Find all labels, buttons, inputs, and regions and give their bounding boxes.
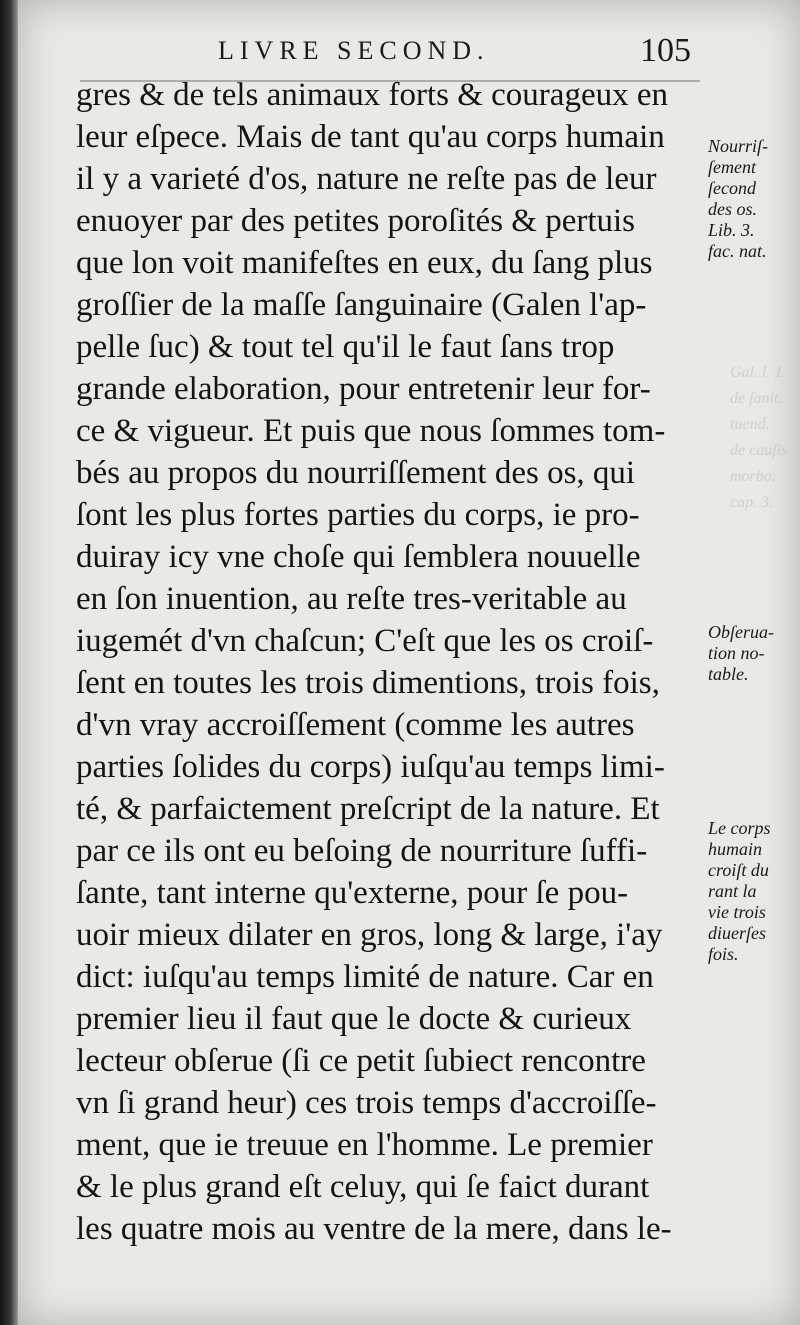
text-line: ſent en toutes les trois dimentions, trois fois, — [76, 665, 660, 701]
text-line: premier lieu il faut que le docte & curieux — [76, 1001, 632, 1037]
text-line: duiray icy vne choſe qui ſemblera nouuelle — [76, 539, 641, 575]
margin-note-line: Lib. 3. — [708, 220, 755, 240]
text-line: ſante, tant interne qu'externe, pour ſe pou- — [76, 875, 629, 911]
text-line: enuoyer par des petites poroſités & pertuis — [76, 203, 636, 239]
margin-note-line: croiſt du — [708, 860, 769, 880]
page-header — [18, 28, 800, 78]
text-line: pelle ſuc) & tout tel qu'il le faut ſans trop — [76, 329, 615, 365]
margin-note-line: Obſerua- — [708, 622, 774, 642]
margin-note-line: fois. — [708, 944, 739, 964]
text-line: bés au propos du nourriſſement des os, qui — [76, 455, 636, 491]
margin-note-corps-humain — [708, 818, 800, 965]
text-line: par ce ils ont eu beſoing de nourriture ſuffi- — [76, 833, 648, 869]
running-head: LIVRE SECOND. — [218, 36, 490, 65]
text-line: gres & de tels animaux forts & courageux en — [76, 77, 668, 113]
margin-note-line: tion no- — [708, 643, 765, 663]
text-line: & le plus grand eſt celuy, qui ſe faict durant — [76, 1169, 650, 1205]
text-line: ce & vigueur. Et puis que nous ſommes tom- — [76, 413, 666, 449]
body-text — [76, 74, 706, 1250]
margin-note-line: ſecond — [708, 178, 756, 198]
page-number: 105 — [640, 32, 691, 69]
margin-note-line: humain — [708, 839, 762, 859]
margin-note-line: diuerſes — [708, 923, 766, 943]
text-line: iugemét d'vn chaſcun; C'eſt que les os croiſ- — [76, 623, 654, 659]
text-line: les quatre mois au ventre de la mere, dans le- — [76, 1211, 672, 1247]
text-line: en ſon inuention, au reſte tres-veritable au — [76, 581, 627, 617]
text-line: lecteur obſerue (ſi ce petit ſubiect rencontre — [76, 1043, 646, 1079]
text-line: dict: iuſqu'au temps limité de nature. Car en — [76, 959, 654, 995]
text-line: ſont les plus fortes parties du corps, ie pro- — [76, 497, 640, 533]
margin-note-line: des os. — [708, 199, 757, 219]
bleed-through-text: Gal. l. 1. de ſanit. tuend. de cauſis morbo. cap. 3. — [730, 364, 788, 511]
margin-note-line: rant la — [708, 881, 757, 901]
text-line: que lon voit manifeſtes en eux, du ſang plus — [76, 245, 653, 281]
page-edge-shadow — [0, 0, 18, 1325]
book-page — [18, 0, 800, 1325]
margin-note-line: vie trois — [708, 902, 766, 922]
text-line: grande elaboration, pour entretenir leur for- — [76, 371, 651, 407]
text-line: d'vn vray accroiſſement (comme les autres — [76, 707, 635, 743]
text-line: groſſier de la maſſe ſanguinaire (Galen l'ap- — [76, 287, 647, 323]
text-line: il y a varieté d'os, nature ne reſte pas de leur — [76, 161, 657, 197]
margin-note-observation — [708, 622, 800, 685]
margin-note-line: ſement — [708, 157, 756, 177]
text-line: ment, que ie treuue en l'homme. Le premier — [76, 1127, 653, 1163]
margin-note-line: table. — [708, 664, 749, 684]
margin-note-line: Nourriſ- — [708, 136, 769, 156]
text-line: vn ſi grand heur) ces trois temps d'accroiſſe- — [76, 1085, 657, 1121]
text-line: parties ſolides du corps) iuſqu'au temps limi- — [76, 749, 665, 785]
text-line: leur eſpece. Mais de tant qu'au corps humain — [76, 119, 665, 155]
margin-note-nourrissement — [708, 136, 800, 262]
text-line: té, & parfaictement preſcript de la nature. Et — [76, 791, 660, 827]
text-line: uoir mieux dilater en gros, long & large, i'ay — [76, 917, 663, 953]
margin-note-line: Le corps — [708, 818, 771, 838]
margin-note-line: fac. nat. — [708, 241, 767, 261]
